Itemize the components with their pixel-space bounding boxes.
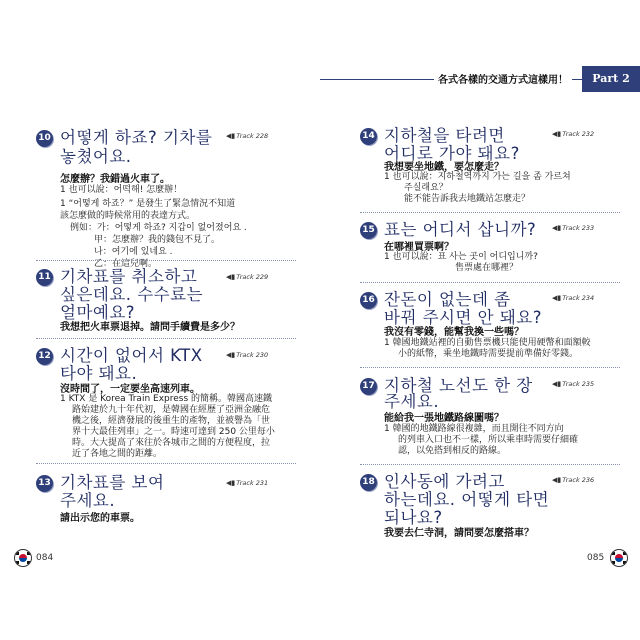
audio-track[interactable] (226, 351, 268, 359)
note-line: 路始建於九十年代初，是韓國在經歷了亞洲金融危 (72, 405, 271, 415)
chinese-translation: 怎麼辦？我錯過火車了。 (60, 174, 170, 185)
speaker-icon: ◀▮ (552, 476, 562, 484)
track-label: Track 229 (236, 273, 269, 281)
korean-phrase-line: 주세요. (60, 491, 116, 510)
entry-divider (360, 282, 620, 283)
note-line: 1 韓國地鐵站裡的自動售票機只能使用硬幣和面額較 (384, 338, 591, 348)
example-line: 나：여기에 있네요 . (94, 247, 173, 257)
chinese-translation: 我沒有零錢，能幫我換一些嗎？ (384, 327, 524, 338)
note-line: 該怎麼做的時候常用的表達方式。 (60, 211, 196, 221)
track-label: Track 236 (562, 476, 595, 484)
korean-flag-icon (610, 549, 628, 567)
audio-track[interactable] (226, 479, 268, 487)
speaker-icon: ◀▮ (226, 273, 236, 281)
note-line: 주실래요？ (404, 183, 448, 193)
entry-number-badge: 15 (360, 222, 377, 239)
part-tab: Part 2 (582, 66, 640, 92)
chinese-translation: 我想要坐地鐵，要怎麼走？ (384, 162, 504, 173)
chinese-translation: 請出示您的車票。 (60, 513, 140, 524)
chinese-translation: 在哪裡買票啊？ (384, 242, 454, 253)
korean-phrase-line: 타야 돼요. (60, 364, 138, 383)
phrase-entry-16 (360, 290, 630, 360)
example-line: 乙：在這兒啊。 (94, 259, 158, 269)
chinese-translation: 沒時間了，一定要坐高速列車。 (60, 384, 200, 395)
entry-divider (36, 260, 296, 261)
entry-number-badge: 16 (360, 292, 377, 309)
audio-track[interactable] (552, 476, 594, 484)
note-line: 近了各地之間的距離。 (72, 449, 163, 459)
entry-number-badge: 17 (360, 378, 377, 395)
note-line: 的列車入口也不一樣，所以乘車時需要仔細確 (398, 435, 579, 445)
audio-track[interactable] (552, 130, 594, 138)
page-number: 085 (587, 553, 605, 563)
phrase-entry-12 (36, 346, 306, 459)
track-label: Track 232 (562, 130, 595, 138)
track-label: Track 234 (562, 294, 595, 302)
note-line: 1 也可以說：어떡해! 怎麼辦！ (60, 185, 183, 195)
track-label: Track 228 (236, 132, 269, 140)
phrase-entry-10 (36, 128, 306, 269)
korean-phrase-line: 놓쳤어요. (60, 147, 132, 166)
audio-track[interactable] (552, 224, 594, 232)
note-line: 1 也可以說：표 사는 곳이 어디입니까? (384, 252, 538, 262)
audio-track[interactable] (226, 273, 268, 281)
example-line: 例如：가：어떻게 하죠? 지갑이 없어졌어요 . (70, 223, 247, 233)
track-label: Track 230 (236, 351, 269, 359)
chinese-translation: 能給我一張地鐵路線圖嗎？ (384, 413, 504, 424)
phrase-entry-14 (360, 126, 630, 206)
entry-divider (36, 463, 296, 464)
korean-phrase-line: 지하철을 타려면 (384, 126, 505, 145)
example-line: 甲：怎麼辦？我的錢包不見了。 (94, 235, 221, 245)
korean-phrase-line: 기차표를 취소하고 (60, 267, 198, 286)
audio-track[interactable] (226, 132, 268, 140)
note-line: 售票處在哪裡？ (455, 263, 519, 273)
entry-number-badge: 11 (36, 269, 53, 286)
track-label: Track 235 (562, 380, 595, 388)
phrase-entry-17 (360, 376, 630, 456)
speaker-icon: ◀▮ (552, 130, 562, 138)
korean-phrase-line: 싶은데요. 수수료는 (60, 285, 204, 304)
korean-phrase-line: 얼마예요? (60, 303, 136, 322)
korean-phrase-line: 지하철 노선도 한 장 (384, 376, 533, 395)
speaker-icon: ◀▮ (226, 351, 236, 359)
note-line: 小的紙幣，乘坐地鐵時需要提前準備好零錢。 (398, 349, 579, 359)
chinese-translation: 我想把火車票退掉。請問手續費是多少？ (60, 322, 240, 333)
note-line: 時。大大提高了來往於各城市之間的方便程度，拉 (72, 438, 271, 448)
korean-phrase-line: 인사동에 가려고 (384, 472, 505, 491)
korean-phrase-line: 기차표를 보여 (60, 473, 165, 492)
korean-phrase-line: 시간이 없어서 KTX (60, 346, 203, 365)
entry-divider (360, 464, 620, 465)
track-label: Track 231 (236, 479, 269, 487)
speaker-icon: ◀▮ (226, 132, 236, 140)
right-page (320, 0, 640, 640)
speaker-icon: ◀▮ (226, 479, 236, 487)
note-line: 認，以免搭到相反的路線。 (398, 446, 507, 456)
korean-phrase-line: 주세요. (384, 392, 440, 411)
korean-phrase-line: 어떻게 하죠? 기차를 (60, 128, 213, 147)
korean-phrase-line: 바꿔 주시면 안 돼요? (384, 308, 543, 327)
speaker-icon: ◀▮ (552, 380, 562, 388)
phrase-entry-18 (360, 472, 630, 538)
korean-flag-icon (14, 549, 32, 567)
audio-track[interactable] (552, 380, 594, 388)
phrase-entry-11 (36, 267, 306, 333)
note-line: 機之後，經濟發展的後重生的產物，並被譽為「世 (72, 416, 271, 426)
entry-divider (360, 367, 620, 368)
note-line: 1 “어떻게 하죠？” 是發生了緊急情況不知道 (60, 199, 236, 209)
korean-phrase-line: 하는데요. 어떻게 타면 (384, 490, 550, 509)
chapter-title: 各式各樣的交通方式這樣用！ (434, 71, 572, 86)
note-line: 1 韓國的地鐵路線很複雜，而且開往不同方向 (384, 424, 564, 434)
speaker-icon: ◀▮ (552, 224, 562, 232)
note-line: 1 也可以說：지하철역까지 가는 길을 좀 가르쳐 (384, 172, 571, 182)
entry-divider (36, 338, 296, 339)
audio-track[interactable] (552, 294, 594, 302)
track-label: Track 233 (562, 224, 595, 232)
chinese-translation: 我要去仁寺洞，請問要怎麼搭車？ (384, 528, 534, 539)
entry-divider (360, 212, 620, 213)
note-line: 界十大最佳列車」之一。時速可達到 250 公里每小 (72, 427, 275, 437)
entry-number-badge: 13 (36, 475, 53, 492)
korean-phrase-line: 표는 어디서 삽니까? (384, 220, 537, 239)
entry-number-badge: 12 (36, 348, 53, 365)
entry-number-badge: 10 (36, 130, 53, 147)
entry-number-badge: 18 (360, 474, 377, 491)
korean-phrase-line: 어디로 가야 돼요? (384, 144, 520, 163)
page-number: 084 (36, 553, 54, 563)
note-line: 能不能告訴我去地鐵站怎麼走？ (404, 194, 531, 204)
phrase-entry-13 (36, 473, 306, 523)
korean-phrase-line: 잔돈이 없는데 좀 (384, 290, 511, 309)
phrase-entry-15 (360, 220, 630, 276)
entry-number-badge: 14 (360, 128, 377, 145)
speaker-icon: ◀▮ (552, 294, 562, 302)
korean-phrase-line: 되나요? (384, 508, 443, 527)
note-line: 1 KTX 是 Korea Train Express 的簡稱。韓國高速鐵 (60, 394, 273, 404)
